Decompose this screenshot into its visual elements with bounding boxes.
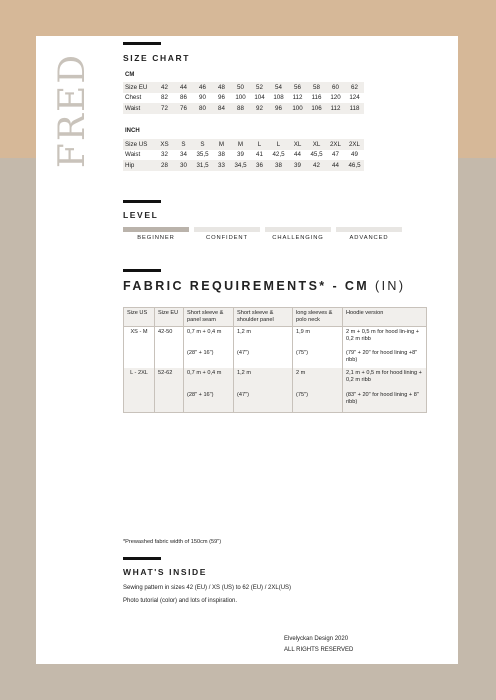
table-cell: 80 xyxy=(193,103,212,114)
size-table-cm xyxy=(123,82,364,114)
table-cell: 44 xyxy=(174,82,193,93)
table-cell: 34 xyxy=(180,151,187,159)
table-cell: 49 xyxy=(351,151,358,159)
table-cell: 60 xyxy=(326,82,345,93)
whats-inside-line: Photo tutorial (color) and lots of inspiration. xyxy=(123,598,238,604)
level-beginner xyxy=(123,227,189,241)
table-cell: 54 xyxy=(269,82,288,93)
fabric-width-note: *Prewashed fabric width of 150cm (59") xyxy=(123,539,222,545)
level-heading: LEVEL xyxy=(123,210,159,220)
fabric-cell: 2,1 m + 0,5 m for hood lining + 0,2 m ribb xyxy=(343,368,427,390)
table-row xyxy=(124,348,427,368)
table-cell: 42,5 xyxy=(272,151,285,159)
vertical-title xyxy=(53,42,93,178)
table-cell: 118 xyxy=(345,103,364,114)
table-row xyxy=(123,93,364,104)
table-cell: XL xyxy=(307,139,326,150)
table-row xyxy=(123,139,364,150)
table-cell: 76 xyxy=(174,103,193,114)
table-cell: 2XL xyxy=(326,139,345,150)
pattern-page xyxy=(36,36,458,664)
fabric-cell: (83" + 20" for hood lining + 8" ribb) xyxy=(343,390,427,412)
table-row xyxy=(123,103,364,114)
table-row xyxy=(124,390,427,412)
level-label: BEGINNER xyxy=(137,235,175,241)
table-cell: 90 xyxy=(199,94,206,102)
fabric-cell: 2 m + 0,5 m for hood lin-ing + 0,2 m ribb xyxy=(343,326,427,348)
size-us-cell: L - 2XL xyxy=(124,368,155,390)
table-row xyxy=(123,150,364,161)
fabric-cell: (47") xyxy=(234,348,293,368)
size-eu-cell: 52-62 xyxy=(155,368,184,390)
table-cell: 46 xyxy=(193,82,212,93)
col-long-polo: long sleeves & polo neck xyxy=(293,308,343,327)
col-hoodie: Hoodie version xyxy=(343,308,427,327)
col-short-panel: Short sleeve & panel seam xyxy=(184,308,234,327)
table-cell: 48 xyxy=(212,82,231,93)
table-cell: 46,5 xyxy=(345,160,364,171)
table-cell: 36 xyxy=(250,160,269,171)
whats-inside-text xyxy=(123,582,443,608)
table-cell: 112 xyxy=(292,94,303,102)
table-cell: 42 xyxy=(307,160,326,171)
fabric-cell: (75") xyxy=(293,390,343,412)
table-row xyxy=(123,82,364,93)
pattern-name: FRED xyxy=(52,52,94,168)
table-cell: 44 xyxy=(294,151,301,159)
table-cell: 120 xyxy=(330,94,341,102)
level-bar xyxy=(194,227,260,232)
table-cell: M xyxy=(231,139,250,150)
row-label: Chest xyxy=(125,94,142,102)
inch-label: INCH xyxy=(125,128,140,134)
section-rule xyxy=(123,200,161,203)
fabric-cell: (79" + 20" for hood lining +8" ribb) xyxy=(343,348,427,368)
table-cell: 106 xyxy=(307,103,326,114)
fabric-cell: (28" + 16") xyxy=(184,390,234,412)
table-cell: 96 xyxy=(218,94,225,102)
col-size-eu: Size EU xyxy=(155,308,184,327)
fabric-cell: 2 m xyxy=(293,368,343,390)
table-cell: 38 xyxy=(218,151,225,159)
row-label: Hip xyxy=(123,160,155,171)
level-scale xyxy=(123,227,402,241)
table-cell: 52 xyxy=(250,82,269,93)
table-cell: 104 xyxy=(254,94,265,102)
col-short-shoulder: Short sleeve & shoulder panel xyxy=(234,308,293,327)
fabric-cell: 1,2 m xyxy=(234,368,293,390)
fabric-cell: (28" + 16") xyxy=(184,348,234,368)
table-row xyxy=(123,160,364,171)
table-cell: XS xyxy=(155,139,174,150)
table-cell: 28 xyxy=(155,160,174,171)
table-cell: 2XL xyxy=(345,139,364,150)
level-bar xyxy=(123,227,189,232)
whats-inside-heading: WHAT'S INSIDE xyxy=(123,567,208,577)
size-us-cell: XS - M xyxy=(124,326,155,348)
table-cell: 44 xyxy=(326,160,345,171)
fabric-cell: 0,7 m + 0,4 m xyxy=(184,326,234,348)
table-cell: 72 xyxy=(155,103,174,114)
rights-reserved: ALL RIGHTS RESERVED xyxy=(284,647,354,653)
table-cell: 31,5 xyxy=(193,160,212,171)
table-cell: 100 xyxy=(235,94,246,102)
size-table-inch xyxy=(123,139,364,171)
level-confident xyxy=(194,227,260,241)
table-cell: 112 xyxy=(326,103,345,114)
fabric-table xyxy=(123,307,427,413)
fabric-cell: 1,9 m xyxy=(293,326,343,348)
whats-inside-line: Sewing pattern in sizes 42 (EU) / XS (US) to 62 (EU) / 2XL(US) xyxy=(123,585,292,591)
fabric-heading xyxy=(123,279,405,293)
fabric-cell: 0,7 m + 0,4 m xyxy=(184,368,234,390)
level-bar xyxy=(265,227,331,232)
row-label: Size US xyxy=(123,139,155,150)
fabric-cell: 1,2 m xyxy=(234,326,293,348)
table-row xyxy=(124,326,427,348)
table-cell: 58 xyxy=(307,82,326,93)
table-cell: 116 xyxy=(311,94,322,102)
table-cell: 42 xyxy=(155,82,174,93)
table-cell: 34,5 xyxy=(231,160,250,171)
fabric-heading-main: FABRIC REQUIREMENTS* - CM xyxy=(123,279,370,293)
table-cell: 39 xyxy=(288,160,307,171)
level-label: ADVANCED xyxy=(349,235,389,241)
table-cell: 45,5 xyxy=(310,151,323,159)
row-label: Waist xyxy=(123,103,155,114)
table-cell: 84 xyxy=(212,103,231,114)
fabric-cell: (75") xyxy=(293,348,343,368)
table-cell: 86 xyxy=(180,94,187,102)
table-cell: 62 xyxy=(345,82,364,93)
table-cell: 35,5 xyxy=(196,151,209,159)
table-cell: S xyxy=(193,139,212,150)
table-cell: 30 xyxy=(174,160,193,171)
fabric-heading-unit: (IN) xyxy=(375,279,406,293)
cm-label: CM xyxy=(125,72,135,78)
table-cell: 56 xyxy=(288,82,307,93)
section-rule xyxy=(123,557,161,560)
level-advanced xyxy=(336,227,402,241)
fabric-header-row xyxy=(124,308,427,327)
table-cell: 38 xyxy=(269,160,288,171)
copyright-block xyxy=(284,634,353,656)
designer-credit: Elvelyckan Design 2020 xyxy=(284,636,349,642)
table-cell: 88 xyxy=(231,103,250,114)
table-cell: 32 xyxy=(161,151,168,159)
table-cell: S xyxy=(174,139,193,150)
table-cell: 33 xyxy=(212,160,231,171)
table-cell: XL xyxy=(288,139,307,150)
table-cell: 92 xyxy=(250,103,269,114)
fabric-cell: (47") xyxy=(234,390,293,412)
row-label: Waist xyxy=(125,151,141,159)
level-challenging xyxy=(265,227,331,241)
table-cell: 108 xyxy=(273,94,284,102)
row-label: Size EU xyxy=(123,82,155,93)
level-bar xyxy=(336,227,402,232)
table-cell: 82 xyxy=(161,94,168,102)
size-chart-heading: SIZE CHART xyxy=(123,53,190,63)
table-cell: 41 xyxy=(256,151,263,159)
section-rule xyxy=(123,42,161,45)
table-cell: 124 xyxy=(349,94,360,102)
size-eu-cell: 42-50 xyxy=(155,326,184,348)
table-cell: 100 xyxy=(288,103,307,114)
table-cell: 96 xyxy=(269,103,288,114)
col-size-us: Size US xyxy=(124,308,155,327)
table-cell: L xyxy=(250,139,269,150)
table-cell: L xyxy=(269,139,288,150)
table-row xyxy=(124,368,427,390)
level-label: CHALLENGING xyxy=(272,235,324,241)
table-cell: 39 xyxy=(237,151,244,159)
table-cell: 50 xyxy=(231,82,250,93)
section-rule xyxy=(123,269,161,272)
level-label: CONFIDENT xyxy=(206,235,248,241)
table-cell: 47 xyxy=(332,151,339,159)
table-cell: M xyxy=(212,139,231,150)
